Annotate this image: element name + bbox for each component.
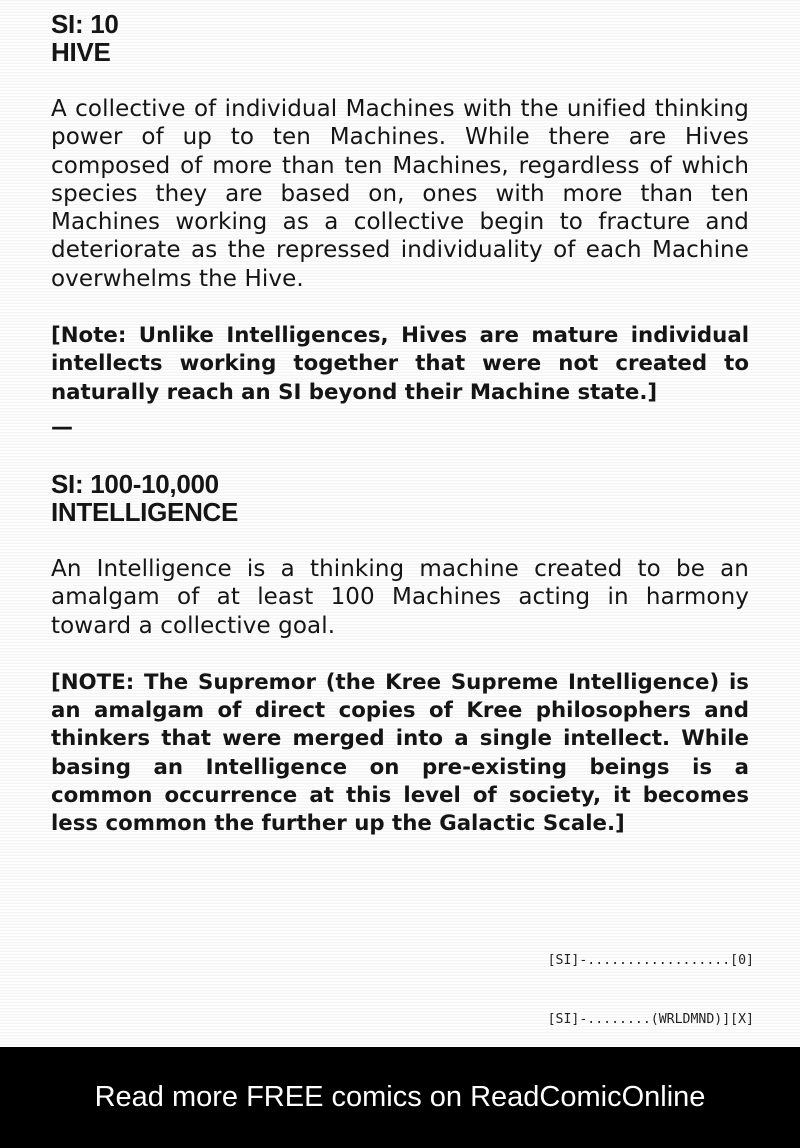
footer-banner[interactable] <box>0 1047 800 1148</box>
si-code-line: [SI]-........(WRLDMND)][X] <box>547 1011 754 1027</box>
hive-note: [Note: Unlike Intelligences, Hives are mature individual intellects working together that were not created to naturally reach an SI beyond their Machine state.] <box>51 323 749 405</box>
intelligence-si-label: SI: 100-10,000 <box>51 468 219 499</box>
hive-description: A collective of individual Machines with the unified thinking power of up to ten Machines. While there are Hives composed of more than ten Machines, regardless of which species they are based on, ones with more than ten Machines working as a collective begin to fracture and deteriorate as the repressed individuality of each Machine overwhelms the Hive. <box>51 96 749 292</box>
hive-si-label: SI: 10 <box>51 9 119 39</box>
hive-title: HIVE <box>51 37 111 67</box>
si-code-line: [SI]-..................[0] <box>547 953 754 968</box>
si-code-block <box>548 912 754 1049</box>
intelligence-title: INTELLIGENCE <box>51 496 239 527</box>
section-divider: — <box>51 414 73 440</box>
intelligence-description: An Intelligence is a thinking machine created to be an amalgam of at least 100 Machines acting in harmony toward a collective goal. <box>51 555 749 639</box>
footer-link-text[interactable]: Read more FREE comics on ReadComicOnline <box>94 1081 706 1113</box>
page-content <box>51 10 749 839</box>
intelligence-note: [NOTE: The Supremor (the Kree Supreme Intelligence) is an amalgam of direct copies of Kree philosophers and thinkers that were merged into a single intellect. While basing an Intelligence on pre-existing beings is a common occurrence at this level of society, it becomes less common the further up the Galactic Scale.] <box>51 669 749 837</box>
